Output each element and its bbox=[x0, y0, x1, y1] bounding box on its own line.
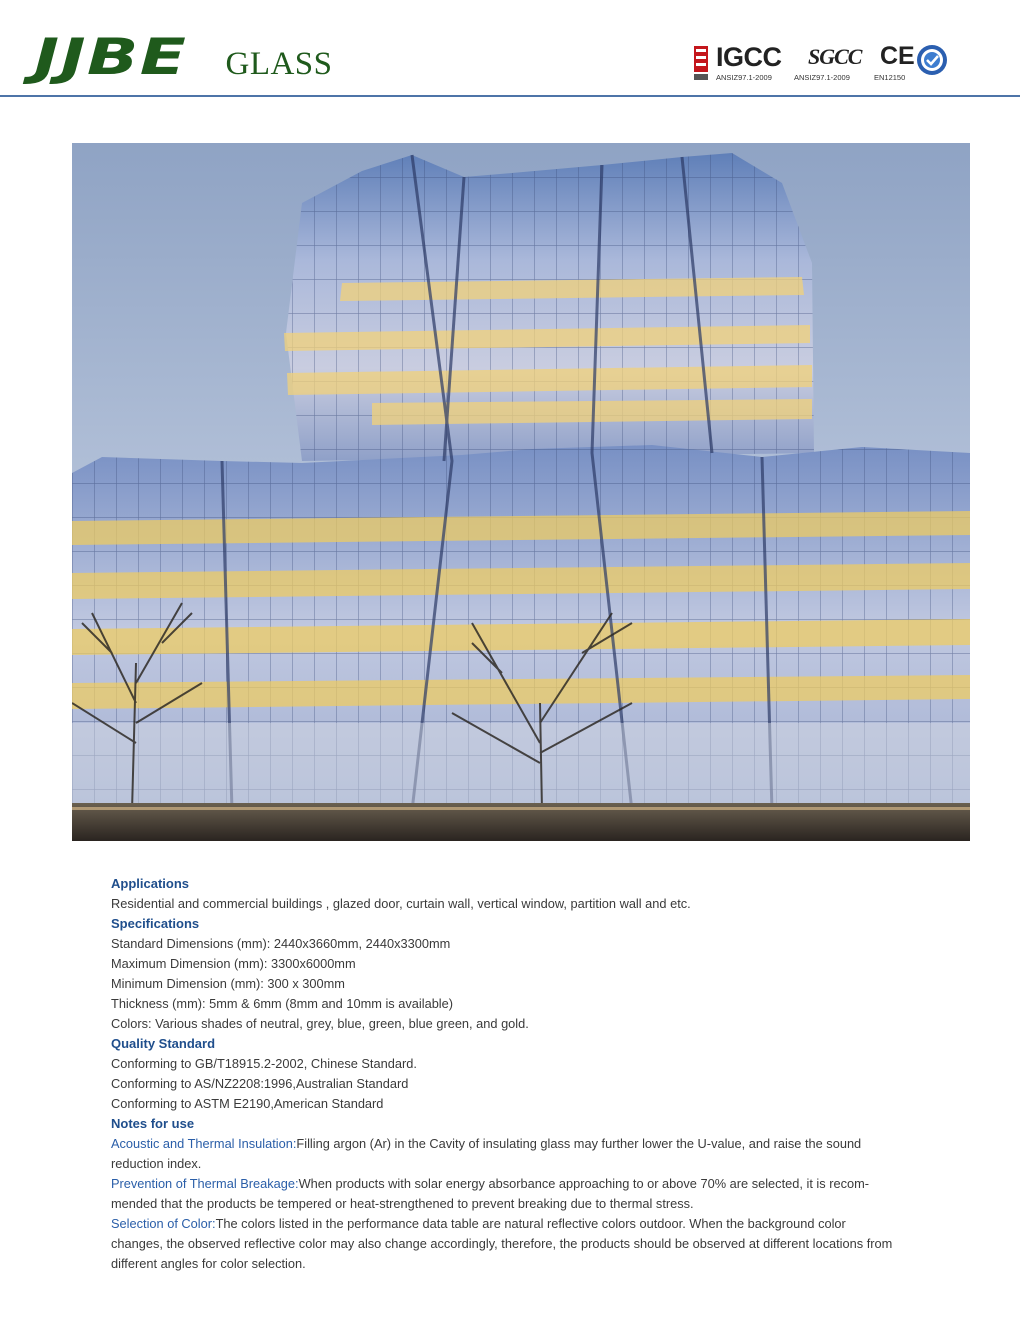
spec-maximum-dimension: Maximum Dimension (mm): 3300x6000mm bbox=[111, 956, 356, 971]
spec-standard-dimensions: Standard Dimensions (mm): 2440x3660mm, 2440x3300mm bbox=[111, 936, 451, 951]
ce-mark: CE bbox=[880, 42, 915, 70]
note-acoustic-thermal bbox=[111, 1134, 901, 1174]
applications-text: Residential and commercial buildings , glazed door, curtain wall, vertical window, partition wall and etc. bbox=[111, 896, 691, 911]
certification-logos bbox=[694, 42, 954, 86]
quality-heading: Quality Standard bbox=[111, 1036, 216, 1051]
note-lead: Selection of Color: bbox=[111, 1216, 216, 1231]
quality-american-standard: Conforming to ASTM E2190,American Standard bbox=[111, 1096, 384, 1111]
note-body: Filling argon (Ar) in the Cavity of insulating glass may further lower the U-value, and raise the sound reduction index. bbox=[111, 1136, 862, 1171]
note-lead: Acoustic and Thermal Insulation: bbox=[111, 1136, 297, 1151]
spec-thickness: Thickness (mm): 5mm & 6mm (8mm and 10mm is available) bbox=[111, 996, 454, 1011]
brand-logo bbox=[34, 28, 333, 86]
note-lead: Prevention of Thermal Breakage: bbox=[111, 1176, 299, 1191]
sgcc-mark: SGCC bbox=[808, 44, 862, 69]
igcc-standard-note: ANSIZ97.1-2009 bbox=[716, 73, 772, 82]
note-color-selection bbox=[111, 1214, 901, 1274]
notes-heading: Notes for use bbox=[111, 1116, 195, 1131]
igcc-mark: IGCC bbox=[716, 42, 782, 72]
sgcc-standard-note: ANSIZ97.1-2009 bbox=[794, 73, 850, 82]
brand-subtitle: GLASS bbox=[225, 46, 333, 82]
spec-colors: Colors: Various shades of neutral, grey, blue, green, blue green, and gold. bbox=[111, 1016, 529, 1031]
spec-minimum-dimension: Minimum Dimension (mm): 300 x 300mm bbox=[111, 976, 345, 991]
note-body: When products with solar energy absorbance approaching to or above 70% are selected, it is recom-mended that the products be tempered or heat-strengthened to prevent breaking due to thermal stress. bbox=[111, 1176, 870, 1211]
building-illustration bbox=[72, 143, 970, 841]
igcc-flag-icon bbox=[694, 46, 708, 80]
ce-standard-note: EN12150 bbox=[874, 73, 906, 82]
note-body: The colors listed in the performance data table are natural reflective colors outdoor. When the background color changes, the observed reflective color may also change accordingly, therefore, the products should be observed at different locations from different angles for color selection. bbox=[111, 1216, 893, 1271]
brand-name: JJBE bbox=[34, 28, 188, 86]
page-header bbox=[0, 0, 1020, 100]
note-thermal-breakage bbox=[111, 1174, 901, 1214]
specifications-heading: Specifications bbox=[111, 916, 200, 931]
product-details bbox=[111, 874, 901, 1274]
building-photo bbox=[72, 143, 970, 841]
quality-chinese-standard: Conforming to GB/T18915.2-2002, Chinese Standard. bbox=[111, 1056, 417, 1071]
quality-australian-standard: Conforming to AS/NZ2208:1996,Australian Standard bbox=[111, 1076, 409, 1091]
certification-seal-icon bbox=[916, 44, 948, 76]
applications-heading: Applications bbox=[111, 876, 190, 891]
header-divider bbox=[0, 95, 1020, 97]
